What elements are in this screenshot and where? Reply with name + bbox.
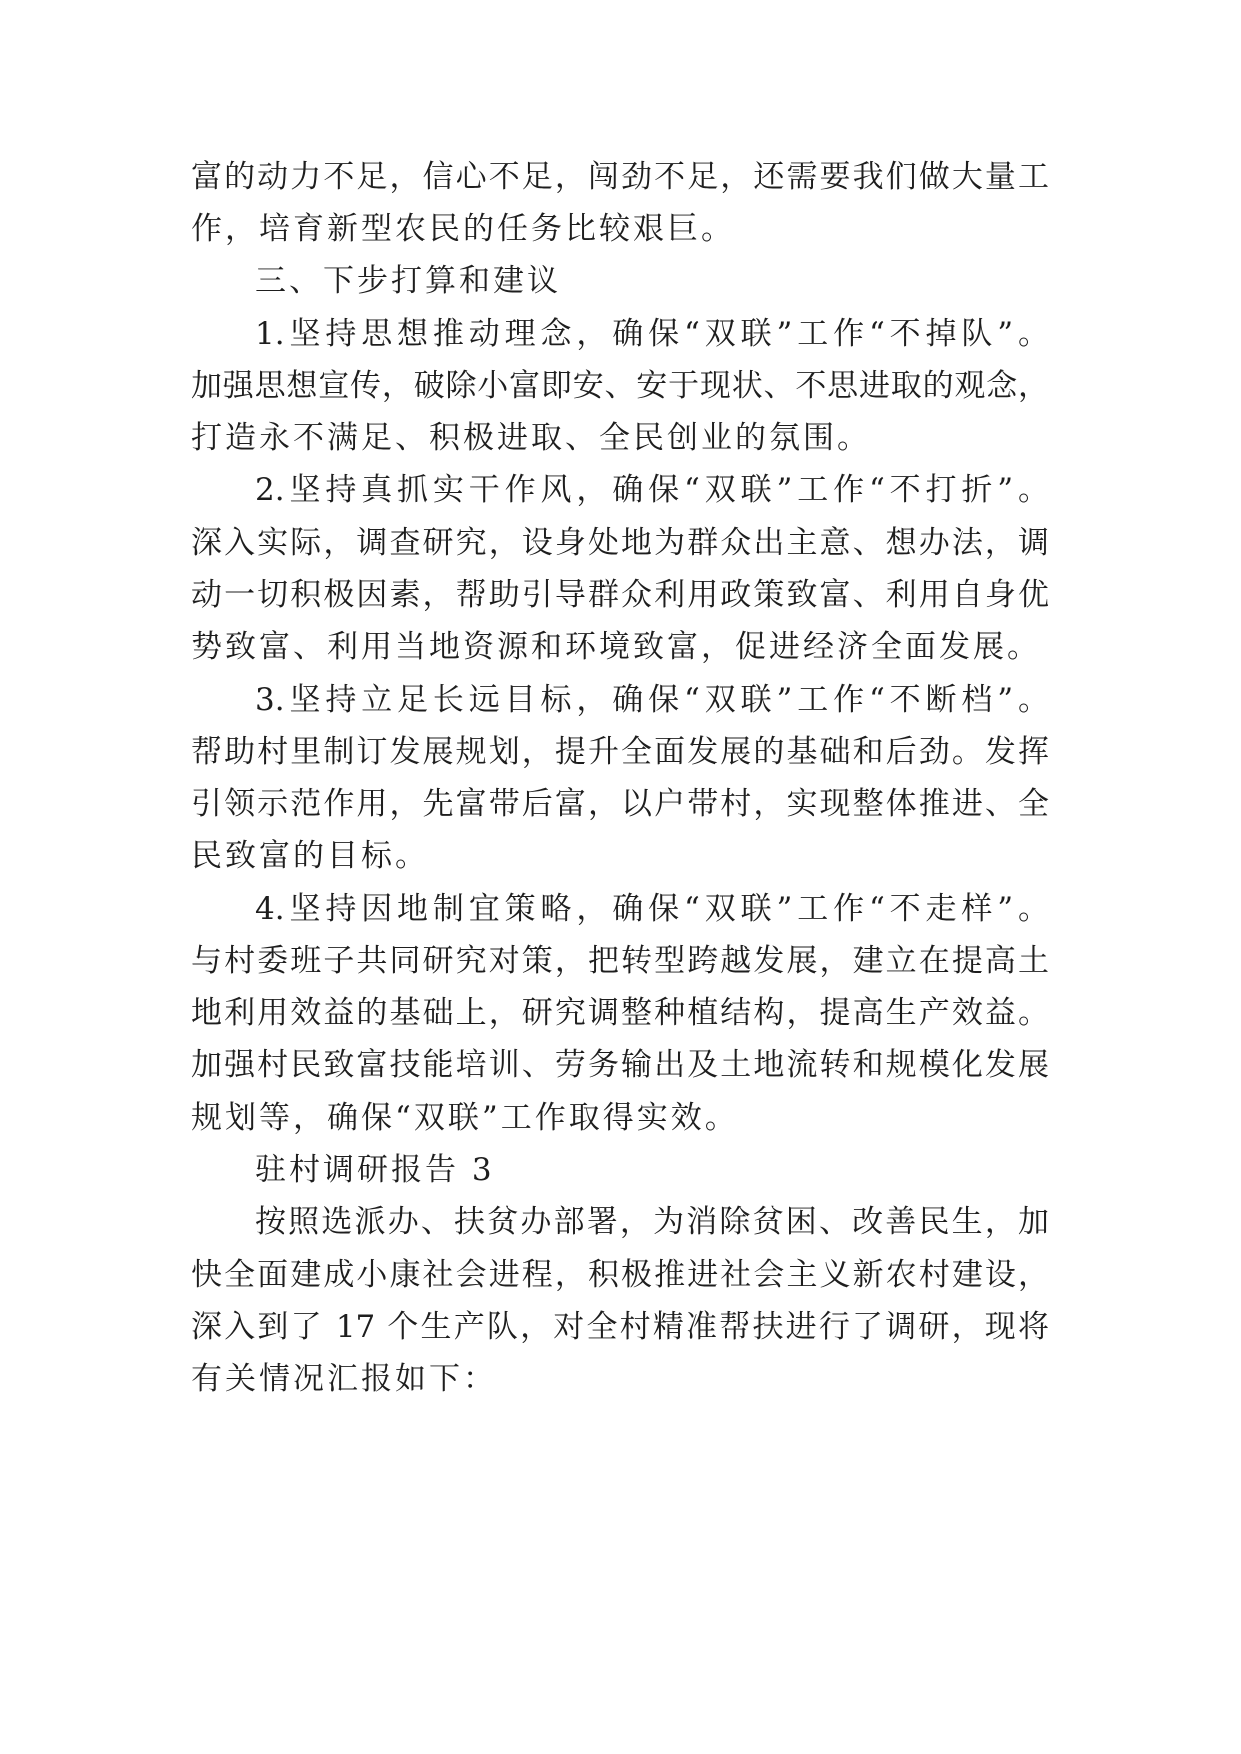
text-line: 加强思想宣传，破除小富即安、安于现状、不思进取的观念， (191, 368, 1049, 404)
text-line: 打造永不满足、积极进取、全民创业的氛围。 (191, 420, 871, 456)
text-line: 4.坚持因地制宜策略，确保“双联”工作“不走样”。 (255, 891, 1049, 927)
text-line: 快全面建成小康社会进程，积极推进社会主义新农村建设， (191, 1257, 1049, 1293)
section-heading: 三、下步打算和建议 (255, 263, 561, 299)
text-line: 有关情况汇报如下： (191, 1361, 497, 1397)
text-line: 民致富的目标。 (191, 838, 429, 874)
text-line: 引领示范作用，先富带后富，以户带村，实现整体推进、全 (191, 786, 1049, 822)
report-title: 驻村调研报告 3 (255, 1152, 495, 1188)
text-line: 深入到了 17 个生产队，对全村精准帮扶进行了调研，现将 (191, 1309, 1049, 1345)
text-line: 2.坚持真抓实干作风，确保“双联”工作“不打折”。 (255, 472, 1049, 508)
text-line: 1.坚持思想推动理念，确保“双联”工作“不掉队”。 (255, 316, 1049, 352)
text-line: 作，培育新型农民的任务比较艰巨。 (191, 211, 735, 247)
text-line: 帮助村里制订发展规划，提升全面发展的基础和后劲。发挥 (191, 734, 1049, 770)
text-line: 势致富、利用当地资源和环境致富，促进经济全面发展。 (191, 629, 1041, 665)
text-line: 按照选派办、扶贫办部署，为消除贫困、改善民生，加 (255, 1204, 1049, 1240)
text-line: 加强村民致富技能培训、劳务输出及土地流转和规模化发展 (191, 1047, 1049, 1083)
text-line: 规划等，确保“双联”工作取得实效。 (191, 1100, 739, 1136)
text-line: 与村委班子共同研究对策，把转型跨越发展，建立在提高土 (191, 943, 1049, 979)
text-line: 富的动力不足，信心不足，闯劲不足，还需要我们做大量工 (191, 159, 1049, 195)
text-line: 3.坚持立足长远目标，确保“双联”工作“不断档”。 (255, 682, 1049, 718)
text-line: 地利用效益的基础上，研究调整种植结构，提高生产效益。 (191, 995, 1049, 1031)
text-line: 动一切积极因素，帮助引导群众利用政策致富、利用自身优 (191, 577, 1049, 613)
text-line: 深入实际，调查研究，设身处地为群众出主意、想办法，调 (191, 525, 1049, 561)
